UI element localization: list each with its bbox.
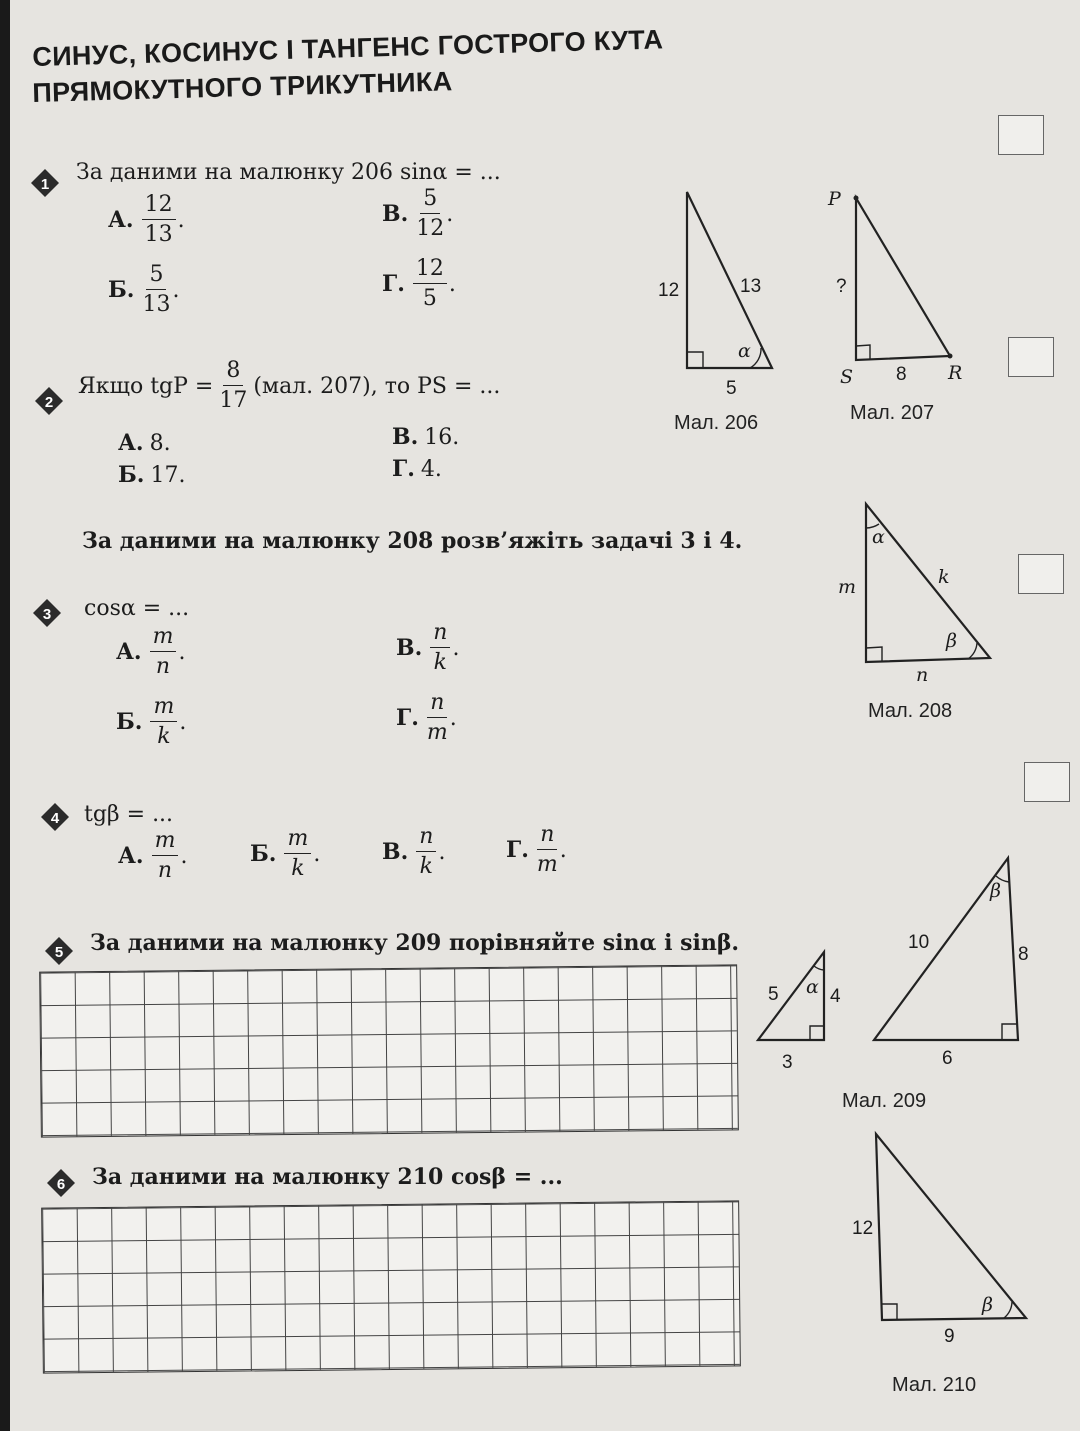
q1-option-a[interactable]: А. $\frac{12}{13}$ . [108,192,185,247]
fig209-small-base: 3 [782,1052,793,1073]
fraction-numerator: n [427,692,447,718]
option-label: А. [116,639,142,665]
fraction-numerator: n [537,824,557,850]
q1-option-b[interactable]: Б. $\frac{5}{13}$ . [108,262,180,317]
question-3-text: cosα = ... [84,596,190,621]
fraction-denominator: m [426,720,448,745]
fig209-large-hyp: 10 [908,932,930,953]
fig208-hyp-k: k [938,566,950,588]
fig206-leg-label: 12 [658,280,680,301]
question-4-text: tgβ = ... [84,802,174,827]
fig209-small-hyp: 5 [768,984,779,1005]
fig210-angle-label: β [982,1294,993,1316]
question-5-text: За даними на малюнку 209 порівняйте sinα і sinβ. [90,930,740,956]
option-label: А. [118,843,144,869]
worksheet-page [10,0,1080,1431]
fraction-numerator: 12 [142,194,176,220]
option-label: Б. [108,277,135,303]
title-line-1: СИНУС, КОСИНУС І ТАНГЕНС ГОСТРОГО КУТА [32,24,664,72]
fig209-large-angle: β [990,880,1001,902]
fraction-denominator: 13 [142,292,171,317]
option-label: А. [118,430,144,456]
fig206-base-label: 5 [726,378,737,399]
option-label: Г. [396,705,419,731]
fig210-caption: Мал. 210 [892,1374,977,1396]
fraction-denominator: k [291,856,305,881]
fig207-base-label: 8 [896,364,907,385]
fraction-denominator: n [155,654,171,679]
fraction-numerator: m [284,828,311,854]
question-1-text: За даними на малюнку 206 sinα = ... [76,160,501,185]
option-label: Б. [116,709,143,735]
option-label: В. [382,839,409,865]
fig206-hyp-label: 13 [740,276,762,297]
fraction-denominator: 13 [144,222,173,247]
question-2-number: 2 [44,394,54,411]
fig206-angle-label: α [738,340,751,362]
fraction-numerator: m [150,696,177,722]
fraction-denominator: 12 [416,216,445,241]
q4-option-b[interactable]: Б. $\frac{m}{k}$ . [250,826,321,881]
question-2-suffix: (мал. 207), то PS = ... [253,373,501,399]
option-value: 16. [424,424,460,450]
fraction-numerator: m [152,830,179,856]
fraction-numerator: 5 [420,188,440,214]
fraction-denominator: n [157,858,173,883]
option-label: В. [396,635,423,661]
fig210-leg-label: 12 [852,1218,874,1239]
q3-option-v[interactable]: В. $\frac{n}{k}$ . [396,620,460,675]
fig207-caption: Мал. 207 [850,402,935,424]
fig209-small-leg: 4 [830,986,841,1007]
title-line-2: ПРЯМОКУТНОГО ТРИКУТНИКА [32,66,453,108]
fig209-large-base: 6 [942,1048,953,1069]
fig207-vertex-r: R [948,362,963,384]
fig208-leg-m: m [838,576,857,598]
fraction-numerator: n [430,622,450,648]
option-value: 4. [420,456,442,482]
fig208-caption: Мал. 208 [868,700,953,722]
fig209-large-leg: 8 [1018,944,1029,965]
option-label: В. [382,201,409,227]
fraction-numerator: 8 [223,360,243,386]
figure-210 [10,0,1080,1431]
option-label: Б. [118,462,145,488]
fraction-denominator: k [419,854,434,879]
fraction-denominator: k [157,724,171,749]
option-value: 8. [149,430,171,456]
option-label: Г. [392,456,415,482]
q4-option-v[interactable]: В. $\frac{n}{k}$ . [382,824,446,879]
fig207-vertex-top: P [828,188,841,210]
q1-option-v[interactable]: В. $\frac{5}{12}$ . [382,186,454,241]
fraction-denominator: 5 [422,286,437,311]
fig208-base-n: n [916,664,929,686]
question-5-number: 5 [54,944,64,961]
option-value: 17. [150,462,186,488]
fraction-denominator: 17 [219,388,248,413]
option-label: В. [392,424,419,450]
q4-option-a[interactable]: А. $\frac{m}{n}$ . [118,828,188,883]
option-label: Б. [250,841,277,867]
fig207-unknown-side: ? [836,276,847,297]
q3-option-a[interactable]: А. $\frac{m}{n}$ . [116,624,186,679]
option-label: Г. [382,271,405,297]
q1-option-g[interactable]: Г. $\frac{12}{5}$ . [382,256,456,311]
fig209-caption: Мал. 209 [842,1090,927,1112]
question-4-number: 4 [50,810,60,827]
question-1-number: 1 [40,176,50,193]
fraction-numerator: m [150,626,177,652]
fraction-denominator: k [433,650,448,675]
fig206-caption: Мал. 206 [674,412,759,434]
option-label: А. [108,207,134,233]
fraction-numerator: 12 [413,258,447,284]
question-3-number: 3 [42,606,52,623]
fraction-numerator: n [416,826,436,852]
q3-option-g[interactable]: Г. $\frac{n}{m}$ . [396,690,457,745]
fig208-angle-alpha: α [872,526,885,548]
q3-option-b[interactable]: Б. $\frac{m}{k}$ . [116,694,187,749]
intro-questions-3-4: За даними на малюнку 208 розв’яжіть задачі 3 і 4. [82,528,743,554]
question-2-prefix: Якщо tgP = [78,373,214,399]
fig210-base-label: 9 [944,1326,955,1347]
fig207-vertex-s: S [840,366,854,388]
fig209-small-angle: α [806,976,819,998]
fraction-denominator: m [536,852,558,877]
option-label: Г. [506,837,529,863]
q4-option-g[interactable]: Г. $\frac{n}{m}$ . [506,822,567,877]
question-6-number: 6 [56,1176,66,1193]
question-6-text: За даними на малюнку 210 cosβ = ... [92,1164,563,1190]
fraction-numerator: 5 [146,264,166,290]
fig208-angle-beta: β [946,630,957,652]
